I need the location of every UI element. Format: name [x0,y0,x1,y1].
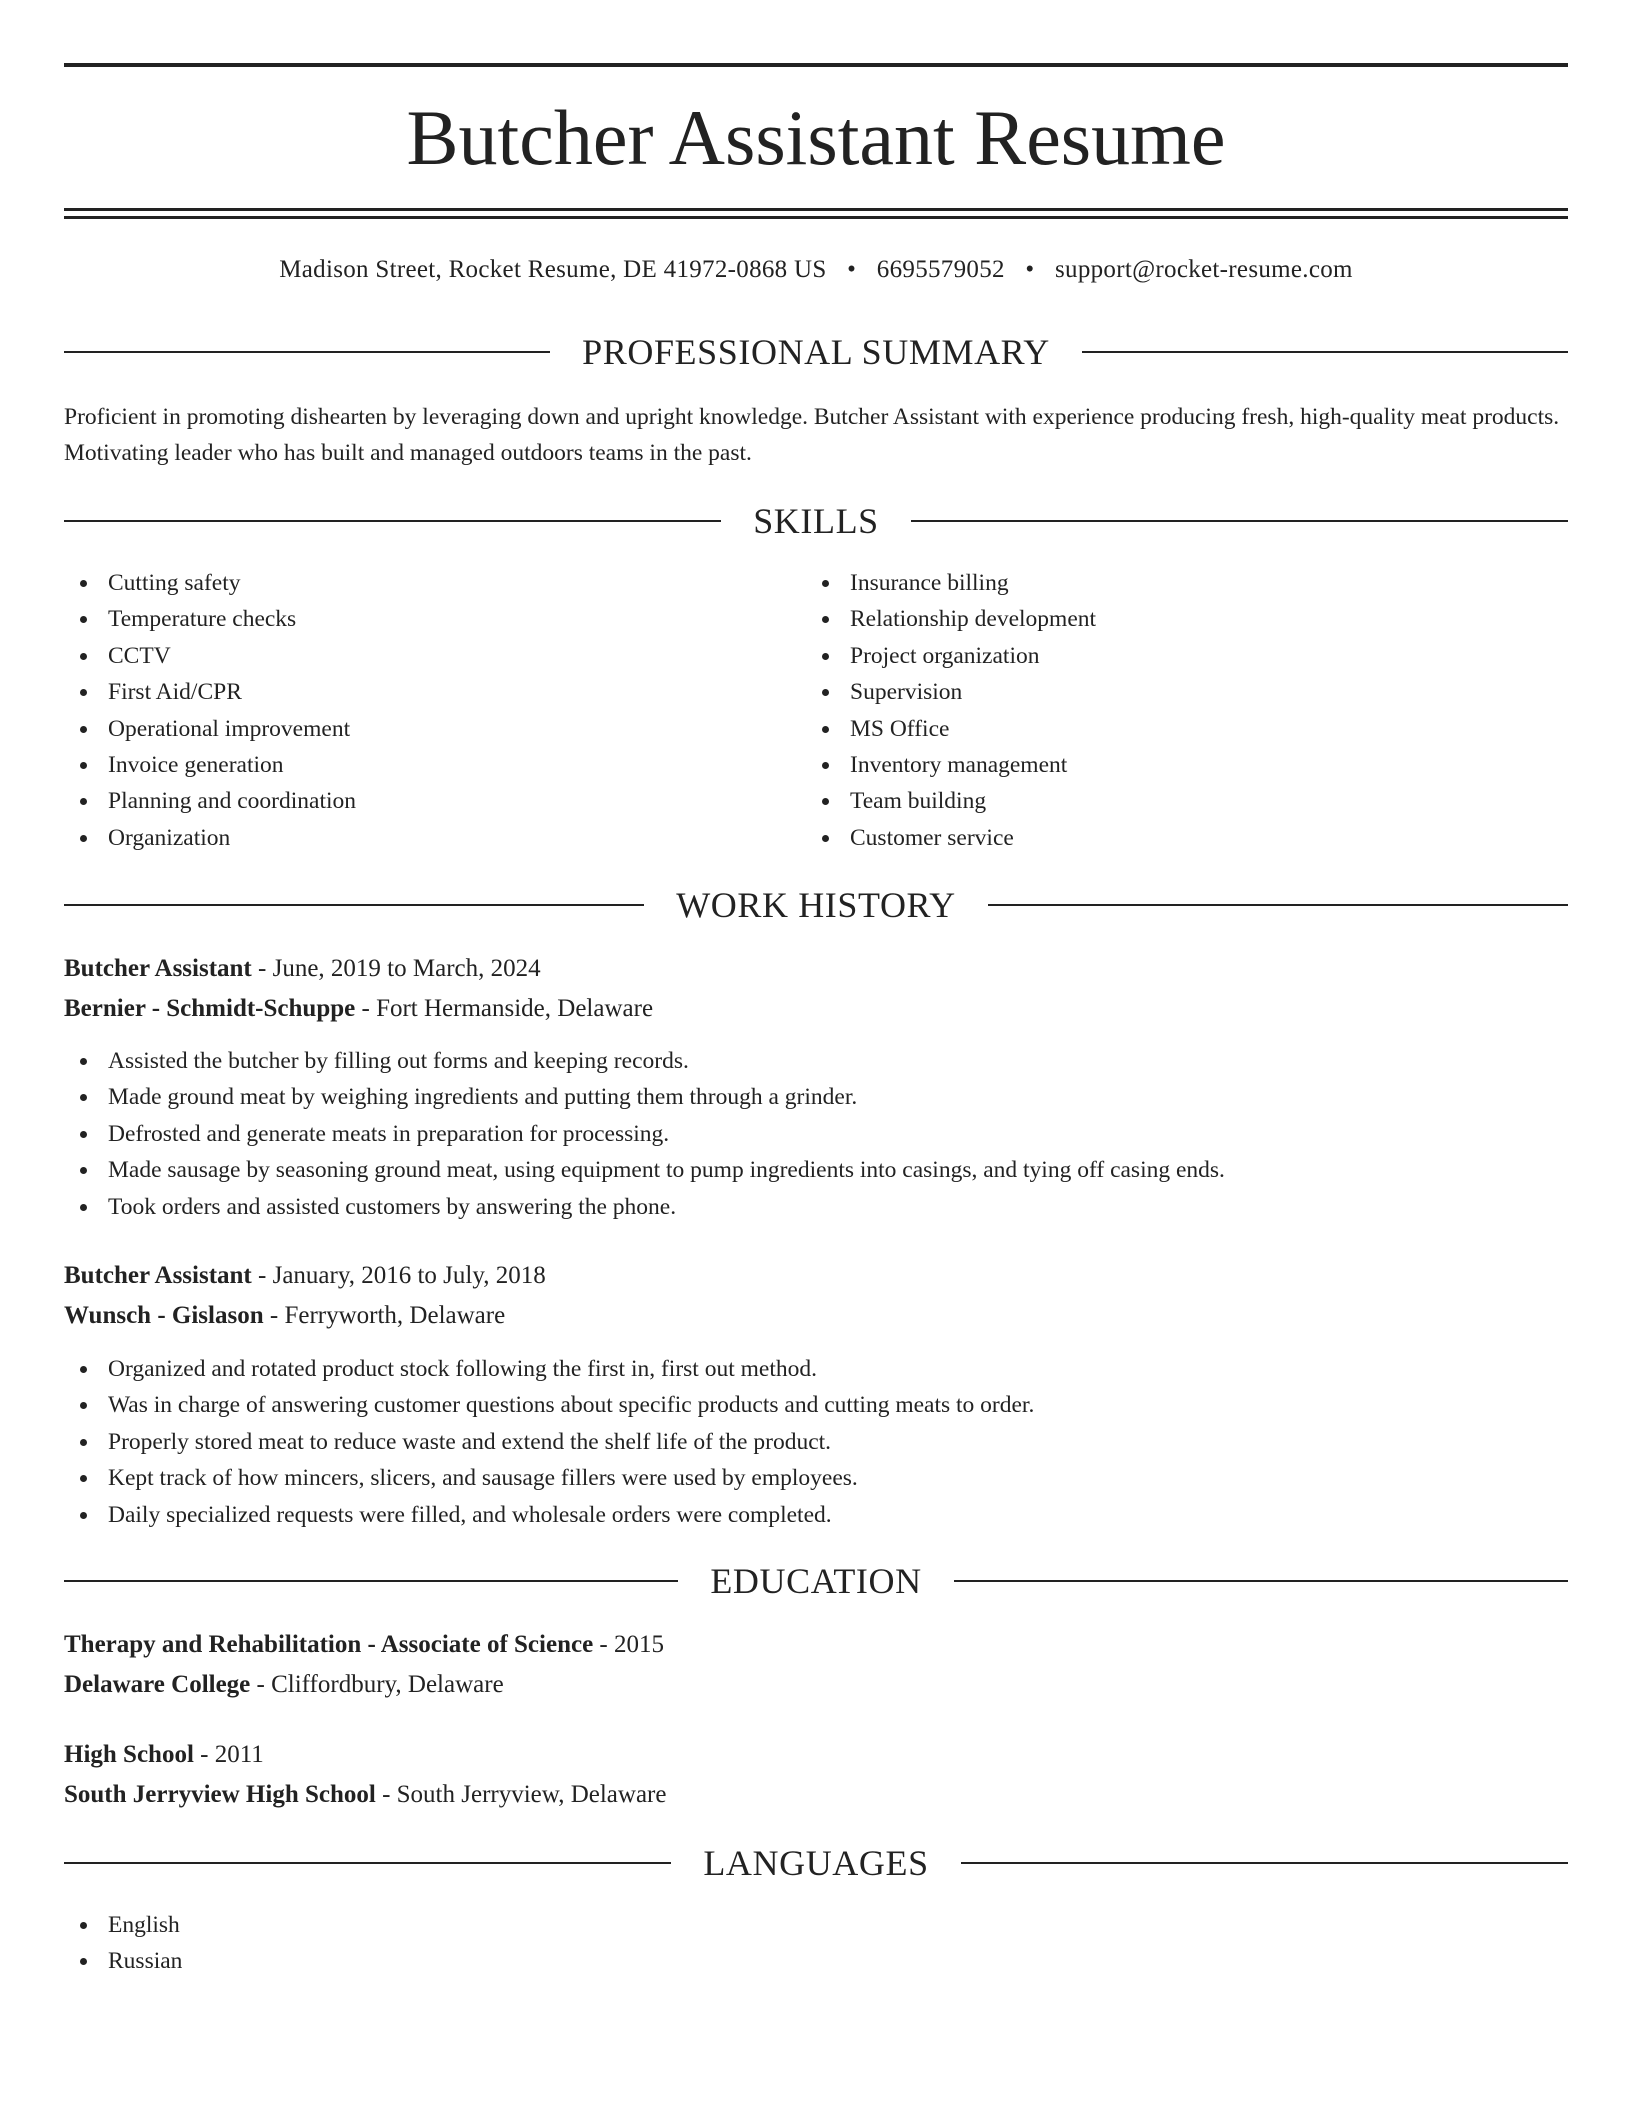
skill-item: Supervision [806,674,1096,710]
section-header-work-history [64,880,1568,930]
job-role: Butcher Assistant [64,955,252,982]
job-location: Ferryworth, Delaware [284,1302,506,1329]
summary-text: Proficient in promoting dishearten by leveraging down and upright knowledge. Butcher Assistant with experience producing fresh, high-quality meat products. Motivating leader who has built and managed outdoors teams in the past. [64,404,1560,466]
section-rule [64,520,721,522]
section-rule [961,1862,1568,1864]
skill-item: CCTV [64,638,356,674]
title-double-rule-upper [64,208,1568,211]
language-item: English [64,1907,182,1943]
section-title: PROFESSIONAL SUMMARY [582,332,1050,372]
skill-item: Insurance billing [806,565,1096,601]
section-rule [64,351,550,353]
job-role: Butcher Assistant [64,1262,252,1289]
skill-item: Cutting safety [64,565,356,601]
job-bullets [64,1351,1034,1533]
top-rule [64,63,1568,67]
education-school-line: Delaware College - Cliffordbury, Delaware [64,1671,504,1698]
job-company: Wunsch - Gislason [64,1302,264,1329]
section-rule [1082,351,1568,353]
section-title: SKILLS [753,501,879,541]
job-company-line: Wunsch - Gislason - Ferryworth, Delaware [64,1302,506,1329]
education-school: Delaware College [64,1671,251,1698]
contact-phone: 6695579052 [876,256,1005,283]
skill-item: Relationship development [806,601,1096,637]
education-degree-line: High School - 2011 [64,1741,264,1768]
skill-item: Temperature checks [64,601,356,637]
education-location: South Jerryview, Delaware [396,1781,667,1808]
education-school-line: South Jerryview High School - South Jerryview, Delaware [64,1781,667,1808]
section-header-education [64,1556,1568,1606]
job-dates: January, 2016 to July, 2018 [272,1262,546,1289]
job-bullet: Organized and rotated product stock following the first in, first out method. [64,1351,1034,1387]
skill-item: Planning and coordination [64,783,356,819]
section-rule [64,904,644,906]
section-rule [988,904,1568,906]
education-school: South Jerryview High School [64,1781,376,1808]
skill-item: Organization [64,820,356,856]
skills-list-right [806,565,1096,856]
job-bullets [64,1043,1225,1225]
job-bullet: Defrosted and generate meats in preparation for processing. [64,1116,1225,1152]
job-company: Bernier - Schmidt-Schuppe [64,995,356,1022]
skills-list-left [64,565,356,856]
contact-separator: • [847,256,857,283]
language-item: Russian [64,1943,182,1979]
resume-title: Butcher Assistant Resume [406,94,1226,181]
section-rule [954,1580,1568,1582]
languages-list [64,1907,182,1980]
section-header-skills [64,496,1568,546]
job-location: Fort Hermanside, Delaware [376,995,654,1022]
education-degree-line: Therapy and Rehabilitation - Associate of Science - 2015 [64,1631,664,1658]
job-bullet: Kept track of how mincers, slicers, and sausage fillers were used by employees. [64,1460,1034,1496]
section-rule [64,1862,671,1864]
job-bullet: Took orders and assisted customers by answering the phone. [64,1189,1225,1225]
section-header-summary [64,327,1568,377]
job-title-line: Butcher Assistant - June, 2019 to March, 2024 [64,955,541,982]
education-year: 2015 [614,1631,664,1658]
skill-item: MS Office [806,711,1096,747]
job-bullet: Made ground meat by weighing ingredients and putting them through a grinder. [64,1079,1225,1115]
education-year: 2011 [214,1741,264,1768]
section-rule [64,1580,678,1582]
contact-email: support@rocket-resume.com [1054,256,1353,283]
job-dates: June, 2019 to March, 2024 [272,955,541,982]
skill-item: First Aid/CPR [64,674,356,710]
contact-line [64,250,1568,290]
education-degree: Therapy and Rehabilitation - Associate of Science [64,1631,594,1658]
job-bullet: Was in charge of answering customer questions about specific products and cutting meats to order. [64,1387,1034,1423]
skill-item: Inventory management [806,747,1096,783]
job-bullet: Made sausage by seasoning ground meat, using equipment to pump ingredients into casings, and tying off casing ends. [64,1152,1225,1188]
title-double-rule-lower [64,216,1568,219]
section-rule [911,520,1568,522]
job-title-line: Butcher Assistant - January, 2016 to July, 2018 [64,1262,546,1289]
skill-item: Customer service [806,820,1096,856]
section-title: WORK HISTORY [676,885,956,925]
section-title: LANGUAGES [703,1843,929,1883]
job-bullet: Properly stored meat to reduce waste and extend the shelf life of the product. [64,1424,1034,1460]
skill-item: Invoice generation [64,747,356,783]
contact-address: Madison Street, Rocket Resume, DE 41972-0868 US [279,256,827,283]
job-company-line: Bernier - Schmidt-Schuppe - Fort Hermanside, Delaware [64,995,654,1022]
section-title: EDUCATION [710,1561,922,1601]
section-header-languages [64,1838,1568,1888]
job-bullet: Daily specialized requests were filled, and wholesale orders were completed. [64,1497,1034,1533]
contact-separator: • [1025,256,1035,283]
job-bullet: Assisted the butcher by filling out forms and keeping records. [64,1043,1225,1079]
education-degree: High School [64,1741,194,1768]
education-location: Cliffordbury, Delaware [271,1671,504,1698]
skill-item: Operational improvement [64,711,356,747]
skill-item: Team building [806,783,1096,819]
skill-item: Project organization [806,638,1096,674]
